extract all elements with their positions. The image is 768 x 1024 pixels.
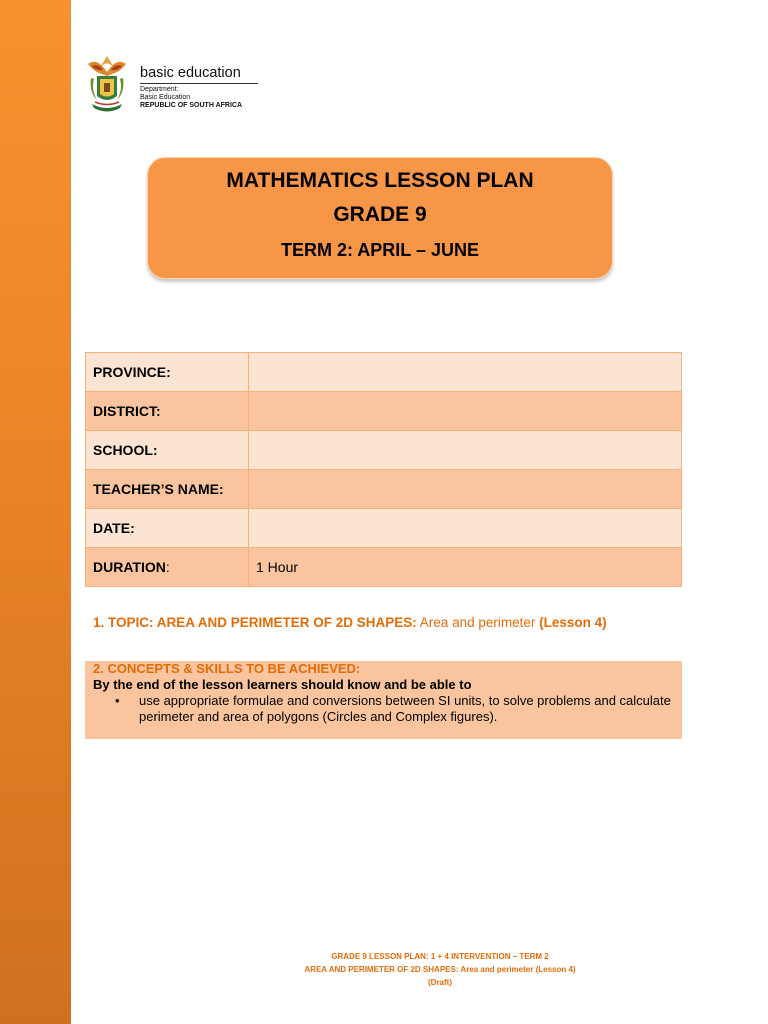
side-accent-bar [0,0,71,1024]
footer-line-2: AREA AND PERIMETER OF 2D SHAPES: Area and perimeter (Lesson 4) [304,965,576,974]
concepts-intro: By the end of the lesson learners should know and be able to [93,677,472,692]
title-banner [147,157,613,279]
table-row-duration [86,548,682,587]
table-row-district [86,392,682,431]
bullet-icon: • [115,693,120,708]
duration-label [86,548,249,587]
table-row-teacher [86,470,682,509]
coat-of-arms-icon [82,52,132,116]
department-logo [82,52,262,118]
topic-prefix: 1. TOPIC: AREA AND PERIMETER OF 2D SHAPES: [93,615,417,630]
concepts-section [85,661,682,739]
duration-label-text: DURATION [93,559,166,575]
grade-label: GRADE 9 [333,203,427,226]
topic-detail: Area and perimeter [416,615,540,630]
country-name: REPUBLIC OF SOUTH AFRICA [140,102,243,109]
topic-heading [93,615,607,630]
school-label: SCHOOL: [86,431,249,470]
date-label: DATE: [86,509,249,548]
department-label: Department: [140,86,179,93]
date-value [249,509,682,548]
lesson-info-table [85,352,682,587]
brand-divider [140,83,258,84]
page-footer [240,950,640,989]
concepts-heading: 2. CONCEPTS & SKILLS TO BE ACHIEVED: [93,661,361,676]
duration-label-colon: : [165,559,170,575]
district-label: DISTRICT: [86,392,249,431]
province-label: PROVINCE: [86,353,249,392]
school-value [249,431,682,470]
teacher-name-value [249,470,682,509]
teacher-name-label: TEACHER’S NAME: [86,470,249,509]
province-value [249,353,682,392]
table-row-province [86,353,682,392]
topic-lesson: (Lesson 4) [539,615,607,630]
department-name: Basic Education [140,94,191,101]
duration-value: 1 Hour [249,548,682,587]
district-value [249,392,682,431]
footer-line-1: GRADE 9 LESSON PLAN: 1 + 4 INTERVENTION – TERM 2 [331,952,549,961]
term-label: TERM 2: APRIL – JUNE [280,240,480,260]
brand-name: basic education [140,65,241,81]
footer-line-3: (Draft) [428,978,452,987]
table-row-date [86,509,682,548]
concepts-bullet-text: use appropriate formulae and conversions between SI units, to solve problems and calculate perimeter and area of polygons (Circles and Complex figures). [139,693,671,724]
table-row-school [86,431,682,470]
document-title: MATHEMATICS LESSON PLAN [226,169,534,192]
